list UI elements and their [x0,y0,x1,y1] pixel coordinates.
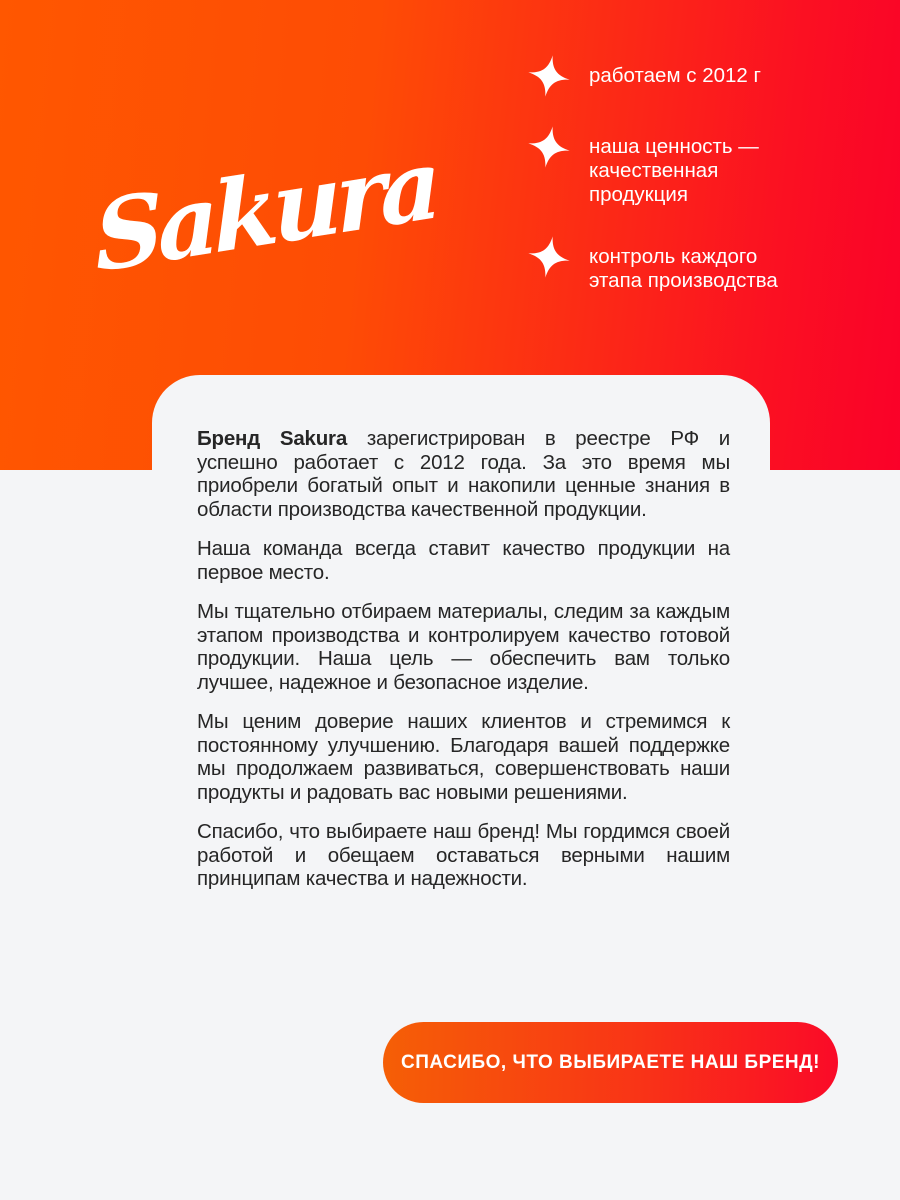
feature-label: работаем с 2012 г [589,64,761,87]
sparkle-icon [525,233,574,282]
paragraph-brand-intro [197,427,730,521]
feature-item-production-control [528,245,858,293]
paragraph-thanks: Спасибо, что выбираете наш бренд! Мы гордимся своей работой и обещаем оставаться верными нашим принципам качества и надежности. [197,820,730,890]
sparkle-icon [525,52,574,101]
paragraph-materials-control: Мы тщательно отбираем материалы, следим за каждым этапом производства и контролируем качество готовой продукции. Наша цель — обеспечить вам только лучшее, надежное и безопасное изделие. [197,600,730,694]
feature-label: контроль каждого этапа производства [589,245,778,292]
sparkle-icon [525,123,574,172]
sakura-logo: Sakura [91,126,439,294]
paragraph-client-trust: Мы ценим доверие наших клиентов и стремимся к постоянному улучшению. Благодаря вашей поддержке мы продолжаем развиваться, совершенствовать наши продукты и радовать вас новыми решениями. [197,710,730,804]
paragraph-team-quality: Наша команда всегда ставит качество продукции на первое место. [197,537,730,584]
feature-label: наша ценность — качественная продукция [589,135,759,206]
paragraph-brand-intro-rest: зарегистрирован в реестре РФ и успешно работает с 2012 года. За это время мы приобрели богатый опыт и накопили ценные знания в области производства качественной продукции. [197,427,730,521]
thanks-button[interactable]: СПАСИБО, ЧТО ВЫБИРАЕТЕ НАШ БРЕНД! [383,1022,838,1103]
feature-item-quality-value [528,135,858,207]
features-list [528,64,858,293]
paragraph-brand-intro-lead: Бренд Sakura [197,427,348,450]
feature-item-since-2012 [528,64,858,97]
